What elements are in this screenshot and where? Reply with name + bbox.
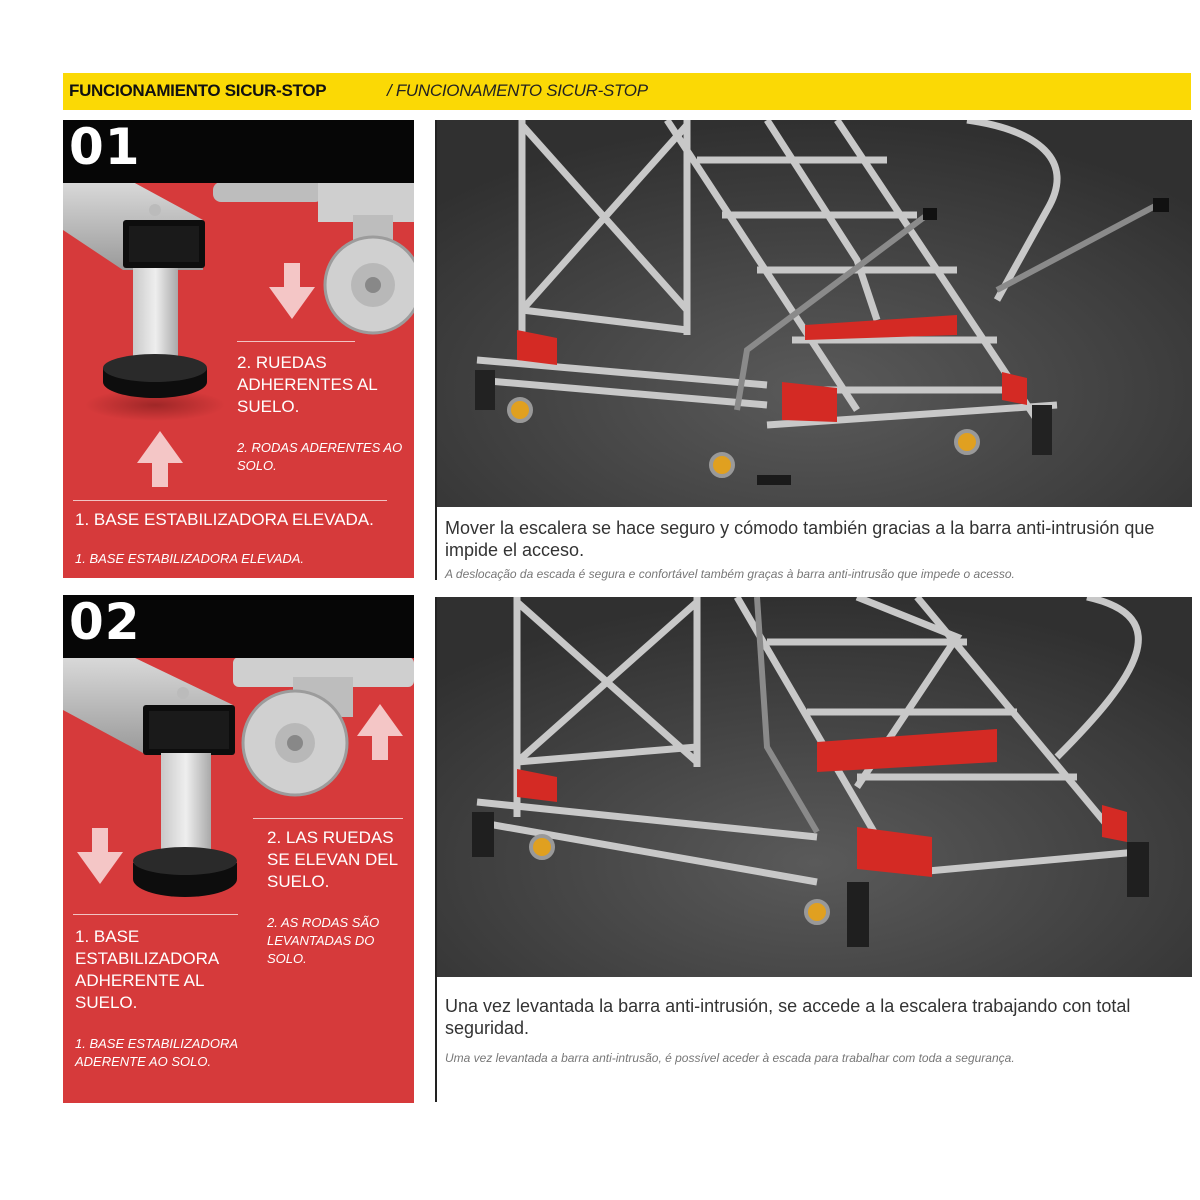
arrow-down-icon <box>267 263 317 323</box>
step1-description-pt: A deslocação da escada é segura e confortável também graças à barra anti-intrusão que impede o acesso. <box>445 567 1015 581</box>
step2-wheels-label-pt: 2. AS RODAS SÃO LEVANTADAS DO SOLO. <box>267 915 380 966</box>
step1-number-bar <box>63 120 414 183</box>
step2-panel <box>63 595 414 1103</box>
step2-photo <box>437 597 1192 977</box>
step1-description: Mover la escalera se hace seguro y cómodo también gracias a la barra anti-intrusión que impide el acceso. <box>445 518 1155 560</box>
step1-photo <box>437 120 1192 507</box>
step2-base-label: 1. BASE ESTABILIZADORA ADHERENTE AL SUELO. <box>75 927 219 1012</box>
step2-wheels-label: 2. LAS RUEDAS SE ELEVAN DEL SUELO. <box>267 828 398 891</box>
step2-number-bar <box>63 595 414 658</box>
step1-base-label: 1. BASE ESTABILIZADORA ELEVADA. <box>75 510 374 529</box>
step2-description: Una vez levantada la barra anti-intrusión, se accede a la escalera trabajando con total seguridad. <box>445 996 1131 1038</box>
step1-wheels-label: 2. RUEDAS ADHERENTES AL SUELO. <box>237 353 378 416</box>
step2-description-pt: Uma vez levantada a barra anti-intrusão, é possível aceder à escada para trabalhar com toda a segurança. <box>445 1051 1015 1065</box>
arrow-up-icon <box>355 702 405 762</box>
step1-base-label-pt: 1. BASE ESTABILIZADORA ELEVADA. <box>75 551 305 566</box>
step2-base-label-pt: 1. BASE ESTABILIZADORA ADERENTE AO SOLO. <box>75 1036 238 1069</box>
arrow-up-icon <box>135 429 185 489</box>
ladder-moving-illustration <box>437 120 1192 507</box>
ladder-working-illustration <box>437 597 1192 977</box>
header-title-pt: / FUNCIONAMENTO SICUR-STOP <box>387 81 648 100</box>
step2-number: 02 <box>69 595 141 651</box>
step1-panel <box>63 120 414 578</box>
section-header <box>63 73 1191 110</box>
arrow-down-icon <box>75 828 125 888</box>
header-title-es: FUNCIONAMIENTO SICUR-STOP <box>69 81 327 100</box>
step1-number: 01 <box>69 120 141 176</box>
step1-wheels-label-pt: 2. RODAS ADERENTES AO SOLO. <box>237 440 403 473</box>
